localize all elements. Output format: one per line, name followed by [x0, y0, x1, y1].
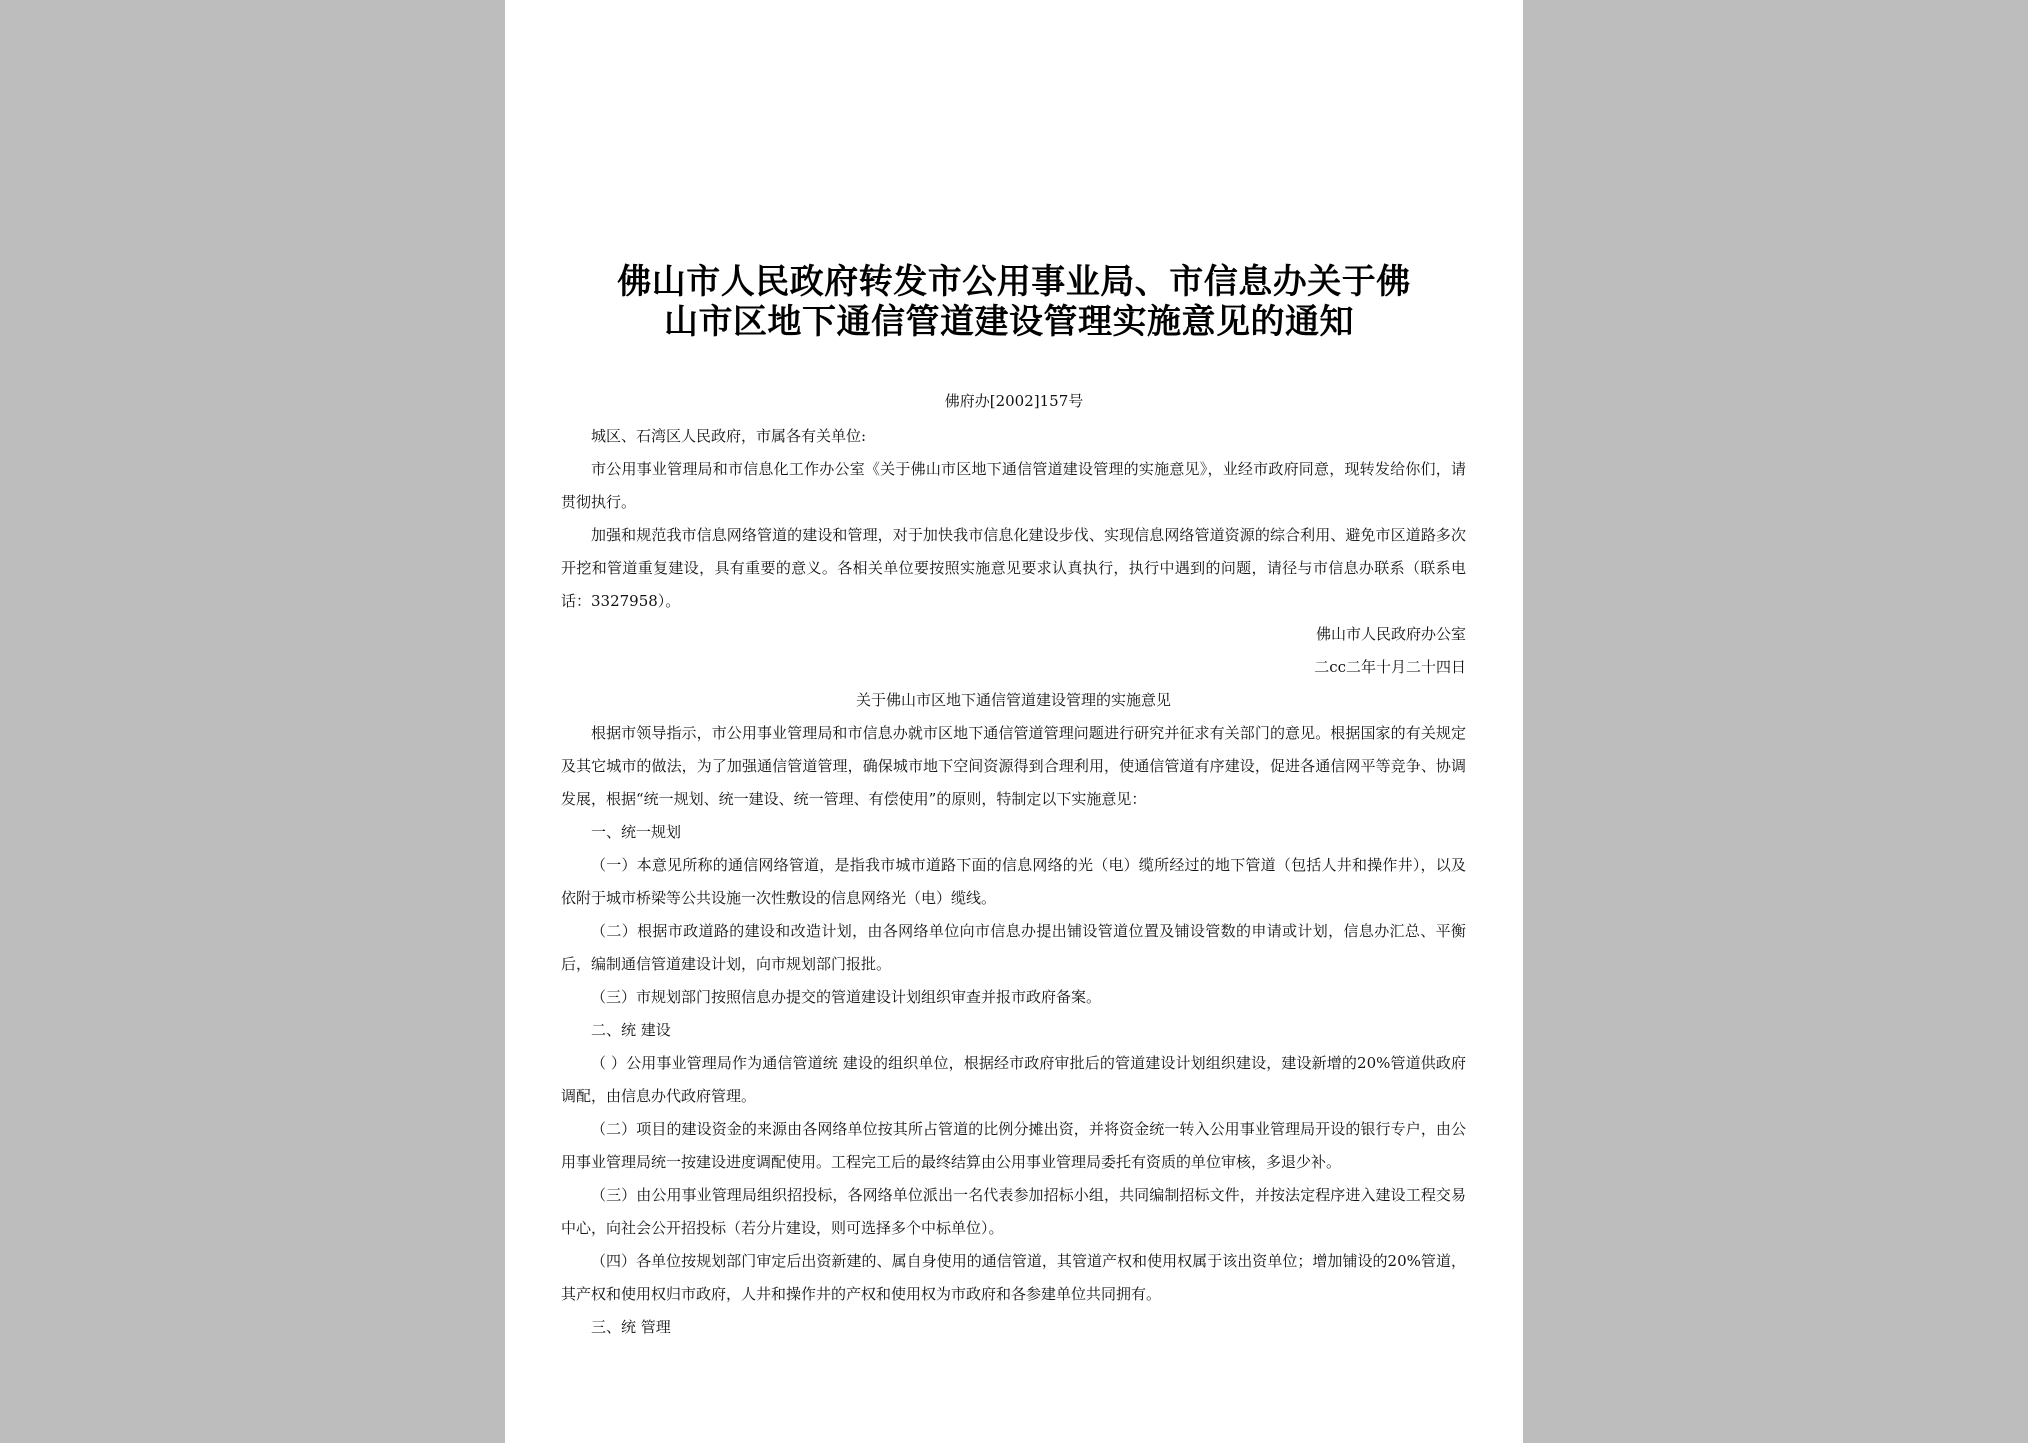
document-title: [505, 262, 1523, 342]
attachment-intro: 根据市领导指示，市公用事业管理局和市信息办就市区地下通信管道管理问题进行研究并征求有关部门的意见。根据国家的有关规定及其它城市的做法，为了加强通信管道管理，确保城市地下空间资源得到合理利用，使通信管道有序建设，促进各通信网平等竞争、协调发展，根据“统一规划、统一建设、统一管理、有偿使用”的原则，特制定以下实施意见：: [561, 724, 1466, 808]
document-body: [561, 420, 1466, 1344]
title-line-2: 山市区地下通信管道建设管理实施意见的通知: [664, 302, 1354, 342]
section-heading: 二、统 建设: [591, 1021, 671, 1039]
addressee: 城区、石湾区人民政府，市属各有关单位:: [591, 427, 867, 445]
intro-paragraph: 市公用事业管理局和市信息化工作办公室《关于佛山市区地下通信管道建设管理的实施意见》，业经市政府同意，现转发给你们，请贯彻执行。: [561, 460, 1466, 511]
section-item: （ ）公用事业管理局作为通信管道统 建设的组织单位，根据经市政府审批后的管道建设计划组织建设，建设新增的20%管道供政府调配，由信息办代政府管理。: [561, 1054, 1466, 1105]
section-heading: 一、统一规划: [591, 823, 682, 841]
signature-org: 佛山市人民政府办公室: [1315, 625, 1466, 643]
signature-date: 二cc二年十月二十四日: [1314, 658, 1466, 676]
attachment-title: 关于佛山市区地下通信管道建设管理的实施意见: [855, 691, 1171, 709]
section-item: （三）市规划部门按照信息办提交的管道建设计划组织审查并报市政府备案。: [591, 988, 1102, 1006]
section-item: （三）由公用事业管理局组织招投标，各网络单位派出一名代表参加招标小组，共同编制招标文件，并按法定程序进入建设工程交易中心，向社会公开招投标（若分片建设，则可选择多个中标单位）。: [561, 1186, 1466, 1237]
section-item: （二）项目的建设资金的来源由各网络单位按其所占管道的比例分摊出资，并将资金统一转入公用事业管理局开设的银行专户，由公用事业管理局统一按建设进度调配使用。工程完工后的最终结算由公用事业管理局委托有资质的单位审核，多退少补。: [561, 1120, 1466, 1171]
title-line-1: 佛山市人民政府转发市公用事业局、市信息办关于佛: [617, 262, 1411, 302]
document-number: 佛府办[2002]157号: [944, 392, 1084, 410]
section-item: （四）各单位按规划部门审定后出资新建的、属自身使用的通信管道，其管道产权和使用权属于该出资单位；增加铺设的20%管道，其产权和使用权归市政府，人井和操作井的产权和使用权为市政府和各参建单位共同拥有。: [561, 1252, 1466, 1303]
section-item: （一）本意见所称的通信网络管道，是指我市城市道路下面的信息网络的光（电）缆所经过的地下管道（包括人井和操作井），以及依附于城市桥梁等公共设施一次性敷设的信息网络光（电）缆线。: [561, 856, 1466, 907]
intro-paragraph: 加强和规范我市信息网络管道的建设和管理，对于加快我市信息化建设步伐、实现信息网络管道资源的综合利用、避免市区道路多次开挖和管道重复建设，具有重要的意义。各相关单位要按照实施意见要求认真执行，执行中遇到的问题，请径与市信息办联系（联系电话：3327958）。: [561, 526, 1466, 610]
document-page: [505, 0, 1523, 1443]
section-heading: 三、统 管理: [591, 1318, 671, 1336]
section-item: （二）根据市政道路的建设和改造计划，由各网络单位向市信息办提出铺设管道位置及铺设管数的申请或计划，信息办汇总、平衡后，编制通信管道建设计划，向市规划部门报批。: [561, 922, 1466, 973]
